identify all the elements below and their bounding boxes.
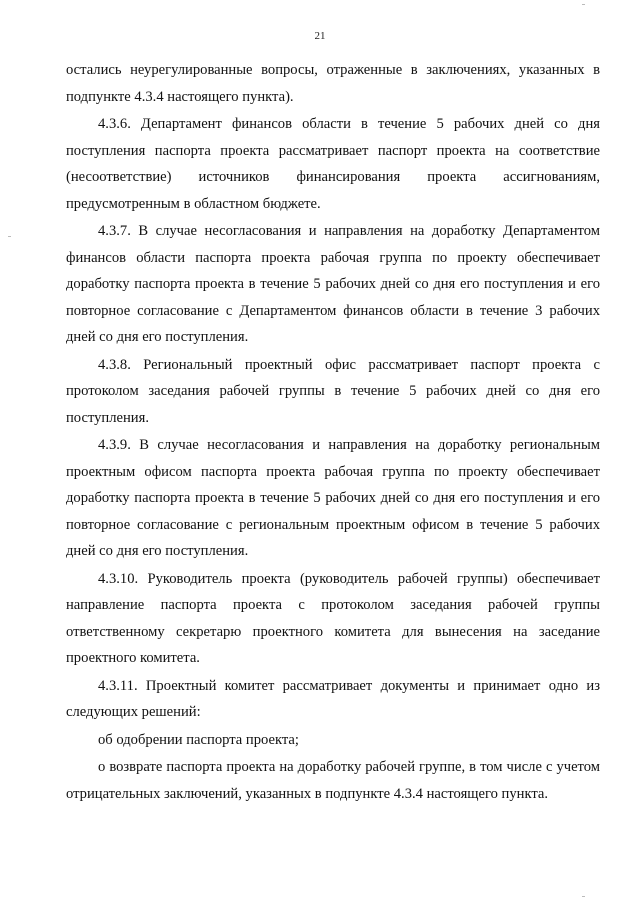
paragraph-4-3-6: 4.3.6. Департамент финансов области в течение 5 рабочих дней со дня поступления паспорта проекта рассматривает паспорт проекта на соответствие (несоответствие) источников финансирования проекта ассигнованиям, предусмотренным в областном бюджете. xyxy=(66,116,600,212)
paragraph-continuation: остались неурегулированные вопросы, отраженные в заключениях, указанных в подпункте 4.3.4 настоящего пункта). xyxy=(66,62,600,105)
paragraph-4-3-10: 4.3.10. Руководитель проекта (руководитель рабочей группы) обеспечивает направление паспорта проекта с протоколом заседания рабочей группы ответственному секретарю проектного комитета для вынесения на заседание проектного комитета. xyxy=(66,570,600,666)
paragraph-4-3-7: 4.3.7. В случае несогласования и направления на доработку Департаментом финансов области паспорта проекта рабочая группа по проекту обеспечивает доработку паспорта проекта в течение 5 рабочих дней со дня его поступления и его повторное согласование с Департаментом финансов области в течение 3 рабочих дней со дня его поступления. xyxy=(66,223,600,345)
document-body xyxy=(66,57,600,807)
decision-option-approve: об одобрении паспорта проекта; xyxy=(98,731,299,748)
paragraph-4-3-9: 4.3.9. В случае несогласования и направления на доработку региональным проектным офисом паспорта проекта рабочая группа по проекту обеспечивает доработку паспорта проекта в течение 5 рабочих дней со дня его поступления и его повторное согласование с региональным проектным офисом в течение 5 рабочих дней со дня его поступления. xyxy=(66,437,600,559)
scan-artifact xyxy=(8,236,11,237)
scan-artifact xyxy=(582,896,585,897)
paragraph-4-3-8: 4.3.8. Региональный проектный офис рассматривает паспорт проекта с протоколом заседания рабочей группы в течение 5 рабочих дней со дня его поступления. xyxy=(66,356,600,426)
page-number: 21 xyxy=(314,30,326,42)
paragraph-4-3-11: 4.3.11. Проектный комитет рассматривает документы и принимает одно из следующих решений: xyxy=(66,677,600,720)
scan-artifact xyxy=(582,4,585,5)
decision-option-return: о возврате паспорта проекта на доработку рабочей группе, в том числе с учетом отрицательных заключений, указанных в подпункте 4.3.4 настоящего пункта. xyxy=(66,759,600,802)
